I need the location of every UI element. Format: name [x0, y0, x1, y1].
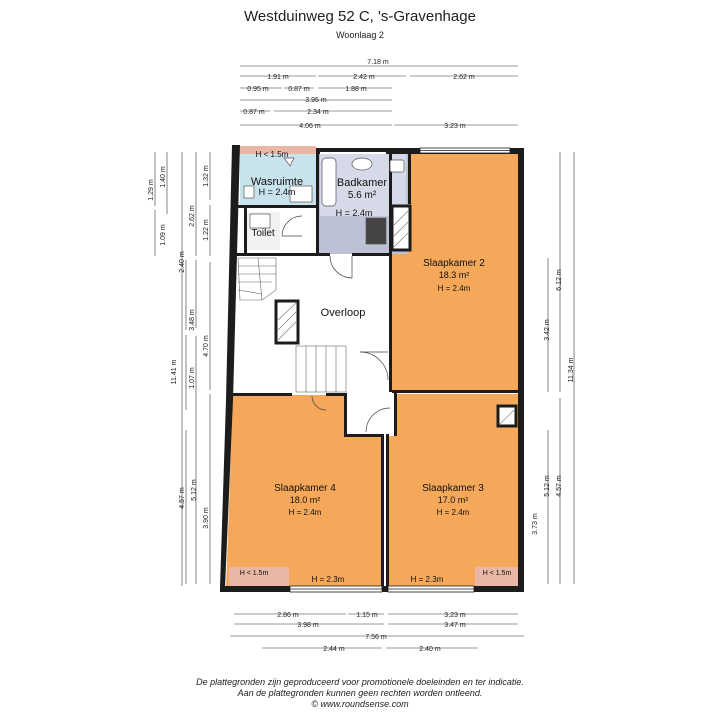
dim-top-3: 2.62 m: [453, 74, 475, 81]
toilet-bowl-icon: [250, 214, 270, 228]
dim-right-5: 3.73 m: [532, 513, 539, 535]
dim-top-1: 1.91 m: [267, 74, 289, 81]
stair-lower: [296, 346, 346, 392]
badkamer-name: Badkamer: [336, 177, 388, 189]
badkamer-area: 5.6 m²: [347, 190, 377, 201]
shower-icon: [390, 160, 404, 172]
dim-left-0: 1.29 m: [148, 179, 155, 201]
slaapkamer-3-ceiling: H < 1.5m: [482, 570, 512, 577]
dim-top-11: 3.23 m: [444, 123, 466, 130]
badkamer-height: H = 2.4m: [335, 208, 373, 218]
dim-left-2: 1.09 m: [160, 224, 167, 246]
wall-sk3-left: [386, 434, 389, 588]
wall-top-bath: [318, 148, 410, 152]
bathtub-icon: [322, 158, 336, 206]
slaapkamer-3-low-height: H = 2.3m: [410, 575, 444, 584]
overloop-name: Overloop: [320, 307, 366, 319]
dim-bottom-3: 3.98 m: [297, 622, 319, 629]
dim-top-total: 7.18 m: [367, 59, 389, 66]
wall-sk4-corridor-left: [344, 393, 347, 437]
shaft-badkamer: [392, 206, 410, 250]
slaapkamer-4-ceiling: H < 1.5m: [239, 570, 269, 577]
dim-top-2: 2.42 m: [353, 74, 375, 81]
wall-top-left: [232, 145, 238, 154]
wall-bath-bottom-right: [352, 253, 392, 256]
dim-left-13: 5.12 m: [191, 479, 198, 501]
dim-top-9: 2.34 m: [307, 109, 329, 116]
dim-right-1: 3.42 m: [544, 319, 551, 341]
dim-left-3: 2.62 m: [189, 205, 196, 227]
dim-bottom-6: 2.44 m: [323, 646, 345, 653]
footer: [0, 677, 720, 710]
wall-wasruimte-bottom: [236, 205, 316, 208]
footer-disclaimer-1: De plattegronden zijn geproduceerd voor promotionele doeleinden en ter indicatie.: [196, 677, 524, 687]
wasruimte-name: Wasruimte: [250, 176, 304, 188]
wall-sk3-corridor: [394, 392, 397, 436]
wall-bath-left: [316, 152, 319, 256]
page-title: Westduinweg 52 C, 's-Gravenhage: [244, 8, 476, 25]
slaapkamer-3-area: 17.0 m²: [437, 495, 469, 505]
wall-sk3-top: [392, 390, 522, 393]
left-dimensions: [148, 152, 210, 586]
dim-left-8: 4.70 m: [203, 335, 210, 357]
wall-sk4-corridor-bottom: [344, 434, 382, 437]
dim-left-6: 2.40 m: [179, 251, 186, 273]
dim-left-14: 3.90 m: [203, 507, 210, 529]
dim-top-6: 1.88 m: [345, 86, 367, 93]
slaapkamer-2-height: H = 2.4m: [437, 284, 471, 293]
slaapkamer-4-name: Slaapkamer 4: [274, 483, 336, 494]
slaapkamer-2-name: Slaapkamer 2: [423, 258, 485, 269]
wasruimte-low-ceiling-label: H < 1.5m: [255, 150, 289, 159]
stair-upper: [238, 258, 276, 300]
page-subtitle: Woonlaag 2: [336, 30, 384, 40]
dim-bottom-4: 3.47 m: [444, 622, 466, 629]
wall-sk4-top-right: [326, 393, 346, 396]
slaapkamer-4-area: 18.0 m²: [289, 495, 321, 505]
toilet-name: Toilet: [251, 228, 275, 239]
footer-disclaimer-2: Aan de plattegronden kunnen geen rechten worden ontleend.: [237, 688, 483, 698]
wall-sk4-top-left: [232, 393, 292, 396]
dim-bottom-2: 3.23 m: [444, 612, 466, 619]
dim-right-2: 11.34 m: [568, 357, 575, 383]
dim-top-4: 0.95 m: [247, 86, 269, 93]
dim-left-4: 1.32 m: [203, 165, 210, 187]
dim-bottom-1: 1.15 m: [356, 612, 378, 619]
dim-top-10: 4.06 m: [299, 123, 321, 130]
wall-bath-bottom-left: [318, 253, 330, 256]
wall-toilet-bottom: [236, 253, 320, 256]
wall-corridor-right-stub: [389, 352, 392, 362]
wall-toilet-left: [244, 208, 247, 254]
wall-right: [518, 148, 524, 592]
top-dimensions: [240, 59, 518, 130]
dim-top-8: 0.87 m: [243, 109, 265, 116]
slaapkamer-2-area: 18.3 m²: [438, 270, 470, 280]
bath-sink-icon: [352, 158, 372, 170]
dim-left-10: 1.07 m: [189, 367, 196, 389]
bath-cabinet-icon: [366, 218, 386, 244]
dim-bottom-5: 7.56 m: [365, 634, 387, 641]
wall-sk4-right: [381, 434, 384, 588]
dim-left-7: 3.48 m: [189, 309, 196, 331]
dim-left-12: 4.57 m: [179, 487, 186, 509]
dim-bottom-7: 2.40 m: [419, 646, 441, 653]
bottom-dimensions: [230, 612, 524, 653]
dim-left-5: 1.22 m: [203, 219, 210, 241]
shaft-overloop: [276, 301, 298, 343]
dim-bottom-0: 2.86 m: [277, 612, 299, 619]
dim-right-0: 6.12 m: [556, 269, 563, 291]
slaapkamer-4-height: H = 2.4m: [288, 508, 322, 517]
slaapkamer-3-name: Slaapkamer 3: [422, 483, 484, 494]
dim-top-5: 0.87 m: [288, 86, 310, 93]
dim-left-1: 1.40 m: [160, 166, 167, 188]
dim-right-3: 5.12 m: [544, 475, 551, 497]
wasruimte-height: H = 2.4m: [258, 187, 296, 197]
dim-left-9: 11.41 m: [171, 359, 178, 385]
dim-right-4: 4.57 m: [556, 475, 563, 497]
right-dimensions: [532, 152, 575, 584]
slaapkamer-3-height: H = 2.4m: [436, 508, 470, 517]
footer-copyright: © www.roundsense.com: [311, 699, 409, 709]
dim-top-7: 3.95 m: [305, 97, 327, 104]
wall-bath-right: [408, 152, 411, 204]
slaapkamer-4-low-height: H = 2.3m: [311, 575, 345, 584]
